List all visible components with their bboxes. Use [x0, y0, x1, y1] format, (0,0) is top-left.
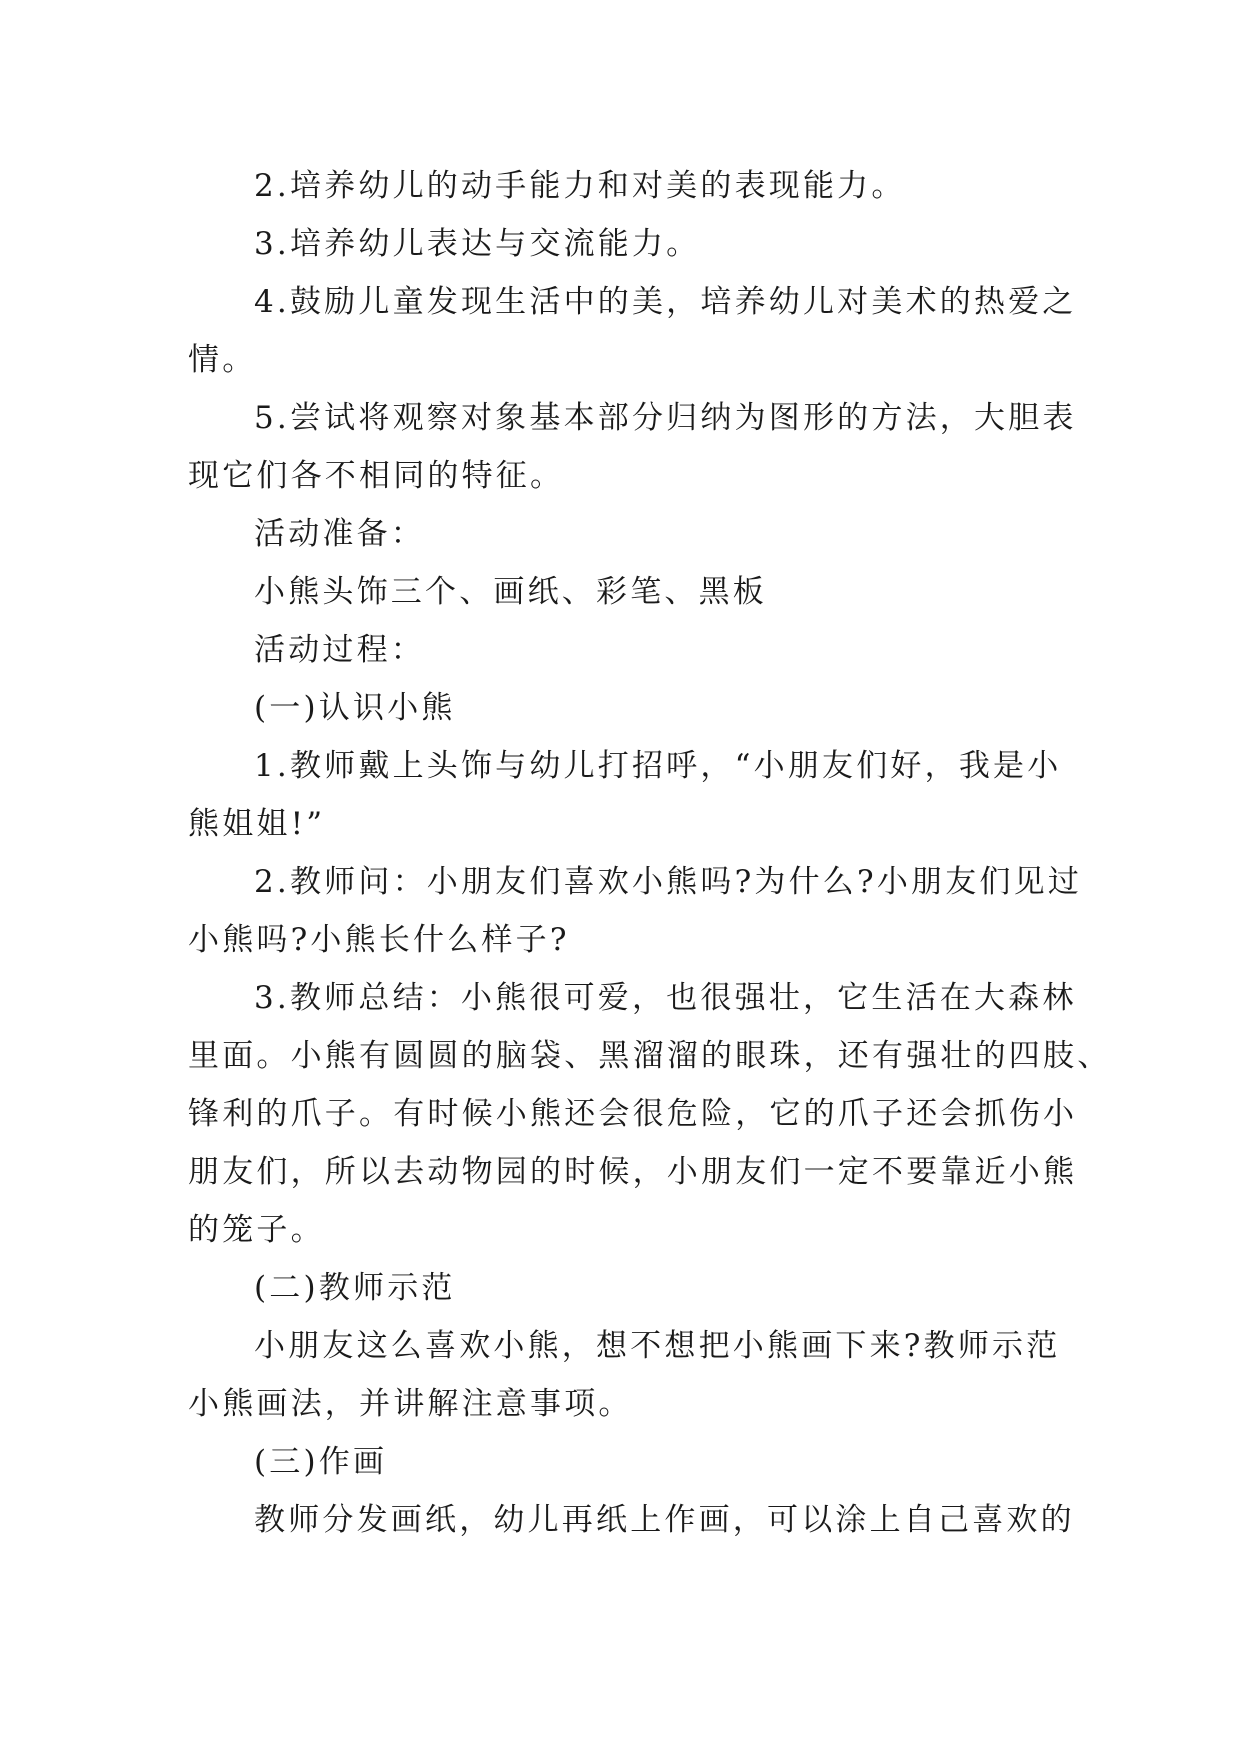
text-line: 里面。小熊有圆圆的脑袋、黑溜溜的眼珠，还有强壮的四肢、	[188, 1038, 1112, 1074]
subsection-heading: (二)教师示范	[254, 1270, 456, 1306]
text-line: 现它们各不相同的特征。	[188, 458, 565, 494]
text-line: 5.尝试将观察对象基本部分归纳为图形的方法，大胆表	[254, 400, 1077, 436]
text-line: 2.教师问：小朋友们喜欢小熊吗?为什么?小朋友们见过	[254, 864, 1083, 900]
text-line: 小朋友这么喜欢小熊，想不想把小熊画下来?教师示范	[254, 1328, 1061, 1364]
text-line: 锋利的爪子。有时候小熊还会很危险，它的爪子还会抓伤小	[188, 1096, 1078, 1132]
text-line: 1.教师戴上头饰与幼儿打招呼，“小朋友们好，我是小	[254, 748, 1062, 784]
section-heading: 活动准备：	[254, 516, 425, 552]
text-line: 熊姐姐!”	[188, 806, 326, 842]
text-line: 2.培养幼儿的动手能力和对美的表现能力。	[254, 168, 906, 204]
section-heading: 活动过程：	[254, 632, 425, 668]
text-line: 3.教师总结：小熊很可爱，也很强壮，它生活在大森林	[254, 980, 1077, 1016]
text-line: 小熊吗?小熊长什么样子?	[188, 922, 570, 958]
text-line: 小熊画法，并讲解注意事项。	[188, 1386, 633, 1422]
subsection-heading: (一)认识小熊	[254, 690, 456, 726]
text-line: 小熊头饰三个、画纸、彩笔、黑板	[254, 574, 767, 610]
subsection-heading: (三)作画	[254, 1444, 388, 1480]
text-line: 朋友们，所以去动物园的时候，小朋友们一定不要靠近小熊	[188, 1154, 1078, 1190]
text-line: 情。	[188, 342, 257, 378]
text-line: 教师分发画纸，幼儿再纸上作画，可以涂上自己喜欢的	[254, 1502, 1075, 1538]
text-line: 的笼子。	[188, 1212, 325, 1248]
text-line: 4.鼓励儿童发现生活中的美，培养幼儿对美术的热爱之	[254, 284, 1077, 320]
text-line: 3.培养幼儿表达与交流能力。	[254, 226, 701, 262]
